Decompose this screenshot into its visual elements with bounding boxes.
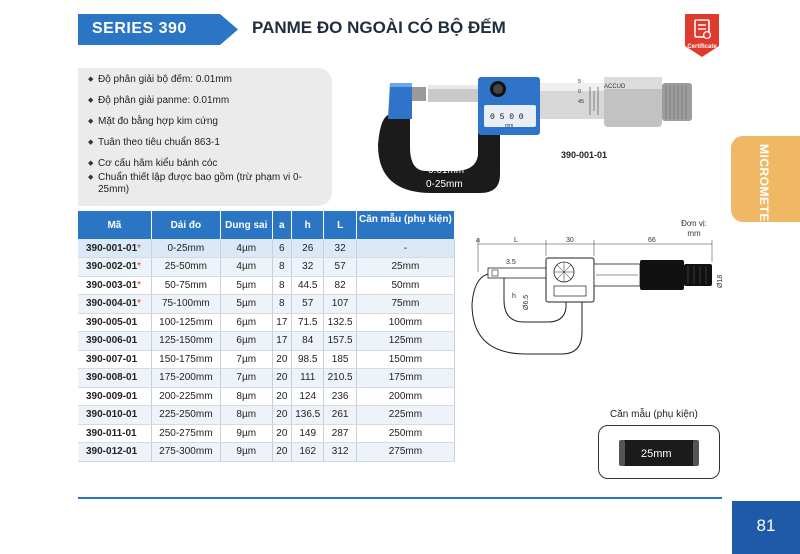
cell-range: 25-50mm: [151, 258, 220, 277]
gauge-value: 25mm: [641, 448, 672, 460]
features-box: [78, 68, 332, 206]
dim-18: Ø18: [717, 274, 724, 288]
cell-range: 250-275mm: [151, 424, 220, 443]
cell-code: 390-003-01*: [78, 276, 151, 295]
cell-tolerance: 4µm: [220, 258, 272, 277]
cell-code: 390-002-01*: [78, 258, 151, 277]
micrometer-image: [372, 75, 722, 200]
dim-66: 66: [648, 237, 656, 244]
star-mark: *: [137, 298, 142, 310]
cell-L: 210.5: [324, 369, 356, 388]
cell-tolerance: 7µm: [220, 350, 272, 369]
cell-a: 20: [272, 443, 291, 462]
star-mark: *: [137, 279, 142, 291]
frame-text-resolution: 0.01mm: [428, 165, 465, 176]
cell-code: 390-006-01: [78, 332, 151, 351]
cell-L: 107: [324, 295, 356, 314]
dim-6-5: Ø6.5: [523, 294, 530, 310]
cell-L: 287: [324, 424, 356, 443]
cell-tolerance: 8µm: [220, 387, 272, 406]
cell-range: 225-250mm: [151, 406, 220, 425]
table-row: [78, 332, 455, 351]
cell-h: 71.5: [292, 313, 324, 332]
frame-text-range: 0-25mm: [426, 179, 463, 190]
cell-a: 20: [272, 406, 291, 425]
cell-a: 6: [272, 239, 291, 258]
cell-L: 312: [324, 443, 356, 462]
cell-code: 390-008-01: [78, 369, 151, 388]
cell-L: 185: [324, 350, 356, 369]
table-row: [78, 276, 455, 295]
cell-range: 200-225mm: [151, 387, 220, 406]
spec-table: [78, 211, 455, 462]
column-header: Mã: [78, 211, 151, 239]
cell-a: 8: [272, 295, 291, 314]
cell-a: 20: [272, 387, 291, 406]
certificate-label: Certificate: [687, 44, 717, 50]
thimble-mark: 0: [578, 89, 582, 95]
cell-h: 149: [292, 424, 324, 443]
cell-a: 17: [272, 313, 291, 332]
cell-range: 75-100mm: [151, 295, 220, 314]
cell-gauge: 250mm: [356, 424, 454, 443]
cell-h: 26: [292, 239, 324, 258]
table-row: [78, 295, 455, 314]
certificate-icon: [681, 12, 723, 58]
technical-drawing: [466, 214, 730, 364]
gauge-block-image: [599, 426, 719, 478]
table-row: [78, 443, 455, 462]
cell-L: 57: [324, 258, 356, 277]
cell-h: 32: [292, 258, 324, 277]
page-number: 81: [732, 501, 800, 554]
series-label: SERIES 390: [92, 20, 187, 37]
cell-h: 44.5: [292, 276, 324, 295]
table-row: [78, 258, 455, 277]
cell-gauge: 100mm: [356, 313, 454, 332]
cell-tolerance: 5µm: [220, 295, 272, 314]
cell-tolerance: 9µm: [220, 443, 272, 462]
cell-code: 390-009-01: [78, 387, 151, 406]
dim-h: h: [512, 293, 516, 300]
cell-gauge: 150mm: [356, 350, 454, 369]
cell-code: 390-012-01: [78, 443, 151, 462]
cell-code: 390-001-01*: [78, 239, 151, 258]
cell-code: 390-010-01: [78, 406, 151, 425]
cell-code: 390-004-01*: [78, 295, 151, 314]
column-header: h: [292, 211, 324, 239]
cell-tolerance: 7µm: [220, 369, 272, 388]
cell-range: 100-125mm: [151, 313, 220, 332]
feature-item: ◆ Cơ cấu hãm kiểu bánh cóc: [88, 158, 324, 170]
dim-30: 30: [566, 237, 574, 244]
cell-gauge: 50mm: [356, 276, 454, 295]
series-tag: [78, 14, 238, 45]
cell-h: 57: [292, 295, 324, 314]
cell-tolerance: 5µm: [220, 276, 272, 295]
unit-value: mm: [687, 229, 701, 238]
page-title: PANME ĐO NGOÀI CÓ BỘ ĐẾM: [252, 18, 506, 37]
cell-range: 50-75mm: [151, 276, 220, 295]
feature-item: ◆ Chuẩn thiết lập được bao gồm (trừ phạm vi 0-25mm): [88, 172, 324, 196]
cell-tolerance: 9µm: [220, 424, 272, 443]
thimble-mark: 45: [578, 99, 585, 105]
cell-a: 17: [272, 332, 291, 351]
unit-label: Đơn vị:: [681, 219, 707, 228]
cell-L: 132.5: [324, 313, 356, 332]
cell-a: 8: [272, 276, 291, 295]
feature-item: ◆ Độ phân giải bộ đếm: 0.01mm: [88, 74, 324, 86]
table-row: [78, 239, 455, 258]
cell-range: 125-150mm: [151, 332, 220, 351]
cell-range: 175-200mm: [151, 369, 220, 388]
table-row: [78, 424, 455, 443]
cell-L: 32: [324, 239, 356, 258]
cell-h: 84: [292, 332, 324, 351]
feature-item: ◆ Tuân theo tiêu chuẩn 863-1: [88, 137, 324, 149]
cell-gauge: 200mm: [356, 387, 454, 406]
certificate-badge: [681, 12, 723, 58]
table-row: [78, 369, 455, 388]
side-tab-label: MICROMETER: [757, 144, 771, 231]
cell-tolerance: 4µm: [220, 239, 272, 258]
cell-range: 0-25mm: [151, 239, 220, 258]
cell-gauge: 275mm: [356, 443, 454, 462]
cell-h: 162: [292, 443, 324, 462]
brand-text: ACCUD: [604, 84, 626, 90]
column-header: Dung sai: [220, 211, 272, 239]
cell-L: 261: [324, 406, 356, 425]
cell-h: 98.5: [292, 350, 324, 369]
dim-L: L: [514, 237, 518, 244]
cell-range: 150-175mm: [151, 350, 220, 369]
column-header: a: [272, 211, 291, 239]
table-row: [78, 406, 455, 425]
counter-unit: mm: [505, 123, 514, 129]
cell-gauge: 125mm: [356, 332, 454, 351]
cell-gauge: 225mm: [356, 406, 454, 425]
column-header: L: [324, 211, 356, 239]
star-mark: *: [137, 242, 142, 254]
cell-gauge: 175mm: [356, 369, 454, 388]
cell-code: 390-007-01: [78, 350, 151, 369]
sample-title: Căn mẫu (phụ kiện): [610, 409, 698, 420]
cell-tolerance: 8µm: [220, 406, 272, 425]
model-label: 390-001-01: [561, 150, 608, 160]
cell-gauge: 75mm: [356, 295, 454, 314]
dim-a: a: [476, 237, 480, 244]
cell-h: 124: [292, 387, 324, 406]
feature-item: ◆ Độ phân giải panme: 0.01mm: [88, 95, 324, 107]
thimble-mark: 5: [578, 79, 582, 85]
cell-gauge: -: [356, 239, 454, 258]
table-row: [78, 313, 455, 332]
cell-L: 236: [324, 387, 356, 406]
column-header: Dải đo: [151, 211, 220, 239]
cell-h: 111: [292, 369, 324, 388]
column-header: Căn mẫu (phụ kiện): [356, 211, 454, 239]
side-category-tab: [731, 136, 800, 231]
cell-code: 390-011-01: [78, 424, 151, 443]
counter-reading: 0 5 0 0: [490, 113, 524, 122]
table-row: [78, 387, 455, 406]
cell-a: 20: [272, 369, 291, 388]
cell-tolerance: 6µm: [220, 313, 272, 332]
cell-code: 390-005-01: [78, 313, 151, 332]
feature-item: ◆ Mặt đo bằng hợp kim cứng: [88, 116, 324, 128]
table-row: [78, 350, 455, 369]
cell-a: 20: [272, 424, 291, 443]
cell-tolerance: 6µm: [220, 332, 272, 351]
table-header-row: [78, 211, 455, 239]
cell-gauge: 25mm: [356, 258, 454, 277]
dim-3-5: 3.5: [506, 259, 516, 266]
cell-L: 157.5: [324, 332, 356, 351]
cell-a: 8: [272, 258, 291, 277]
cell-a: 20: [272, 350, 291, 369]
star-mark: *: [137, 261, 142, 273]
cell-range: 275-300mm: [151, 443, 220, 462]
cell-h: 136.5: [292, 406, 324, 425]
footer-divider: [78, 497, 722, 499]
sample-gauge-box: [598, 425, 720, 479]
cell-L: 82: [324, 276, 356, 295]
